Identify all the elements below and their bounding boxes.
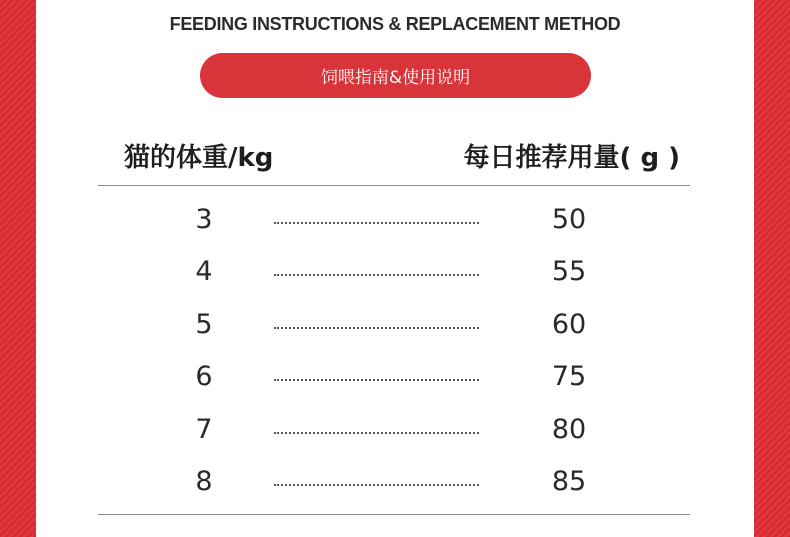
- right-decorative-stripe: [754, 0, 790, 537]
- table-row: [98, 248, 690, 300]
- english-title: FEEDING INSTRUCTIONS & REPLACEMENT METHOD: [169, 14, 621, 34]
- table-row: [98, 353, 690, 405]
- amount-column-header: 每日推荐用量( g ): [463, 143, 680, 173]
- left-decorative-stripe: [0, 0, 36, 537]
- weight-cell: 4: [195, 256, 213, 288]
- amount-cell: 55: [551, 256, 587, 288]
- amount-cell: 50: [551, 204, 587, 235]
- dotted-leader: [274, 379, 479, 381]
- dotted-leader: [274, 222, 479, 224]
- table-row: [98, 406, 690, 458]
- amount-cell: 85: [551, 465, 587, 497]
- table-row: [98, 301, 690, 353]
- weight-cell: 6: [195, 361, 213, 393]
- amount-cell: 80: [551, 413, 587, 445]
- table-top-divider: [98, 185, 690, 186]
- table-row: [98, 196, 690, 248]
- dotted-leader: [274, 327, 479, 329]
- weight-cell: 3: [195, 204, 213, 235]
- table-row: [98, 458, 690, 510]
- weight-column-header: 猫的体重/kg: [124, 143, 274, 173]
- weight-cell: 7: [195, 413, 213, 445]
- dotted-leader: [274, 274, 479, 276]
- weight-cell: 5: [195, 308, 213, 340]
- amount-cell: 75: [551, 361, 587, 393]
- chinese-title-banner: [200, 53, 591, 98]
- feeding-table: [98, 196, 690, 510]
- weight-cell: 8: [195, 465, 213, 497]
- dotted-leader: [274, 432, 479, 434]
- banner-label: 饲喂指南&使用说明: [320, 68, 471, 88]
- table-bottom-divider: [98, 514, 690, 515]
- amount-cell: 60: [551, 308, 587, 340]
- dotted-leader: [274, 484, 479, 486]
